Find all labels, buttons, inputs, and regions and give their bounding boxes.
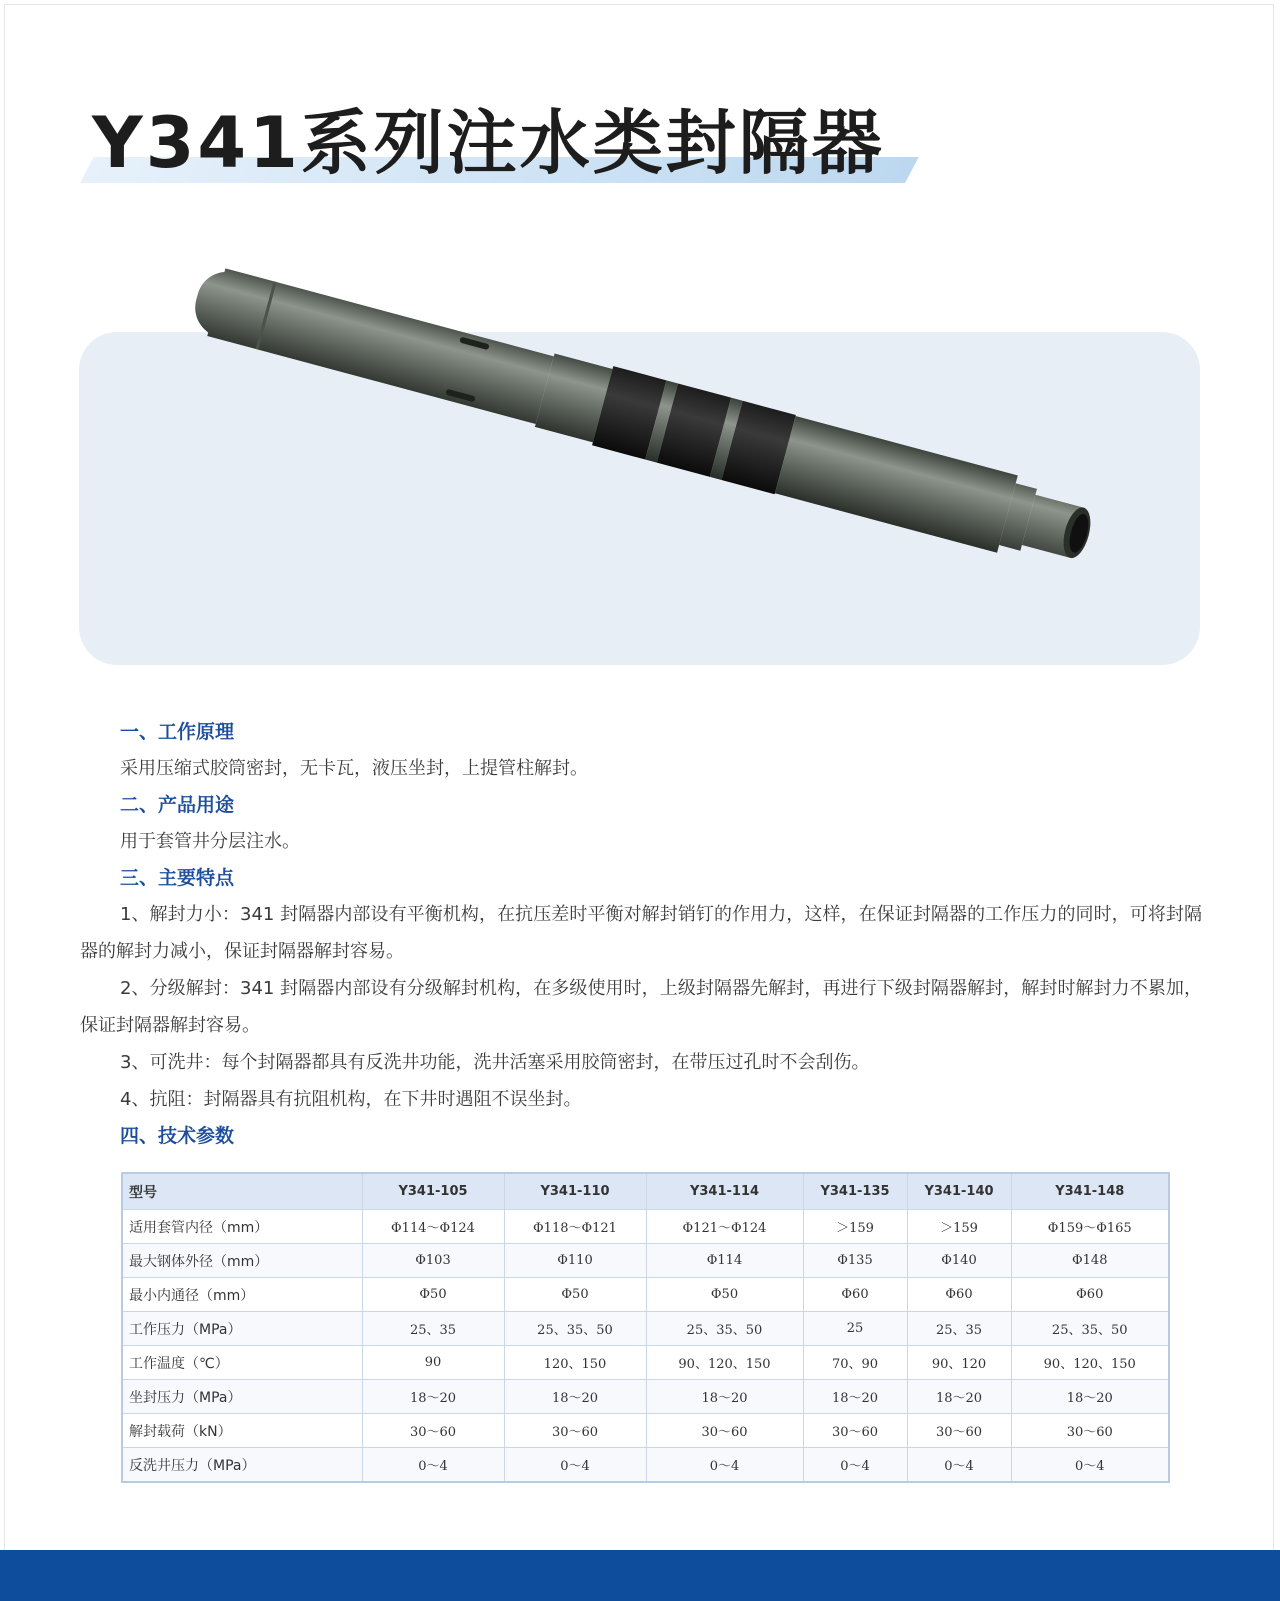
table-header-cell: Y341-140 (907, 1173, 1011, 1210)
table-cell: 18～20 (907, 1380, 1011, 1414)
table-cell: Φ114 (646, 1244, 803, 1278)
table-cell: Φ50 (362, 1278, 504, 1312)
table-cell: Φ60 (803, 1278, 907, 1312)
table-row (122, 1210, 1169, 1244)
table-cell: 0～4 (646, 1448, 803, 1483)
hero-panel (79, 332, 1200, 665)
section-heading-usage: 二、产品用途 (120, 794, 235, 816)
section-heading-specs: 四、技术参数 (120, 1125, 235, 1147)
footer-bar (0, 1550, 1280, 1601)
row-label: 反洗井压力（MPa） (122, 1448, 362, 1483)
content-area (80, 714, 1202, 1154)
table-cell: 25 (803, 1312, 907, 1346)
table-row (122, 1380, 1169, 1414)
table-header-cell: Y341-105 (362, 1173, 504, 1210)
table-cell: 30～60 (803, 1414, 907, 1448)
table-cell: Φ140 (907, 1244, 1011, 1278)
table-cell: 0～4 (362, 1448, 504, 1483)
table-cell: 90、120 (907, 1346, 1011, 1380)
table-cell: 18～20 (803, 1380, 907, 1414)
table-cell: 0～4 (803, 1448, 907, 1483)
table-row (122, 1244, 1169, 1278)
row-label: 工作温度（℃） (122, 1346, 362, 1380)
table-cell: 0～4 (1011, 1448, 1169, 1483)
table-header-cell: Y341-114 (646, 1173, 803, 1210)
table-row (122, 1448, 1169, 1483)
table-cell: Φ110 (504, 1244, 646, 1278)
row-label: 工作压力（MPa） (122, 1312, 362, 1346)
table-cell: 30～60 (646, 1414, 803, 1448)
table-cell: Φ118～Φ121 (504, 1210, 646, 1244)
feature-item-2: 2、分级解封：341 封隔器内部设有分级解封机构，在多级使用时，上级封隔器先解封，再进行下级封隔器解封，解封时解封力不累加，保证封隔器解封容易。 (80, 978, 1202, 1036)
table-cell: 90、120、150 (646, 1346, 803, 1380)
feature-item-1: 1、解封力小：341 封隔器内部设有平衡机构，在抗压差时平衡对解封销钉的作用力，这样，在保证封隔器的工作压力的同时，可将封隔器的解封力减小，保证封隔器解封容易。 (80, 904, 1202, 962)
table-cell: Φ60 (907, 1278, 1011, 1312)
table-cell: 25、35、50 (646, 1312, 803, 1346)
table-cell: Φ50 (504, 1278, 646, 1312)
table-cell: Φ121～Φ124 (646, 1210, 803, 1244)
feature-item-3: 3、可洗井：每个封隔器都具有反洗井功能，洗井活塞采用胶筒密封，在带压过孔时不会刮伤。 (120, 1052, 870, 1073)
spec-table (121, 1172, 1170, 1483)
table-cell: 30～60 (362, 1414, 504, 1448)
table-cell: Φ103 (362, 1244, 504, 1278)
table-cell: 25、35 (362, 1312, 504, 1346)
feature-item-4: 4、抗阻：封隔器具有抗阻机构，在下井时遇阻不误坐封。 (120, 1089, 582, 1110)
table-header-cell: 型号 (122, 1173, 362, 1210)
table-cell: 0～4 (504, 1448, 646, 1483)
table-cell: 30～60 (504, 1414, 646, 1448)
table-cell: Φ148 (1011, 1244, 1169, 1278)
table-header-cell: Y341-135 (803, 1173, 907, 1210)
table-cell: ＞159 (803, 1210, 907, 1244)
table-cell: 30～60 (1011, 1414, 1169, 1448)
row-label: 坐封压力（MPa） (122, 1380, 362, 1414)
table-row (122, 1278, 1169, 1312)
table-cell: 30～60 (907, 1414, 1011, 1448)
table-row (122, 1312, 1169, 1346)
page-title: Y341系列注水类封隔器 (92, 102, 885, 184)
table-cell: 18～20 (504, 1380, 646, 1414)
table-cell: 70、90 (803, 1346, 907, 1380)
table-cell: 120、150 (504, 1346, 646, 1380)
table-cell: 90 (362, 1346, 504, 1380)
table-cell: Φ114～Φ124 (362, 1210, 504, 1244)
table-cell: 18～20 (362, 1380, 504, 1414)
row-label: 解封载荷（kN） (122, 1414, 362, 1448)
row-label: 最大钢体外径（mm） (122, 1244, 362, 1278)
principle-text: 采用压缩式胶筒密封，无卡瓦，液压坐封，上提管柱解封。 (120, 758, 588, 779)
table-row (122, 1414, 1169, 1448)
table-header-cell: Y341-110 (504, 1173, 646, 1210)
table-cell: ＞159 (907, 1210, 1011, 1244)
title-area (80, 95, 910, 195)
table-cell: 25、35 (907, 1312, 1011, 1346)
section-heading-principle: 一、工作原理 (120, 721, 235, 743)
table-cell: Φ135 (803, 1244, 907, 1278)
table-cell: Φ50 (646, 1278, 803, 1312)
table-cell: 18～20 (1011, 1380, 1169, 1414)
table-header-cell: Y341-148 (1011, 1173, 1169, 1210)
table-row (122, 1346, 1169, 1380)
usage-text: 用于套管井分层注水。 (120, 831, 300, 852)
table-cell: Φ60 (1011, 1278, 1169, 1312)
table-header-row (122, 1173, 1169, 1210)
table-cell: Φ159～Φ165 (1011, 1210, 1169, 1244)
row-label: 最小内通径（mm） (122, 1278, 362, 1312)
table-cell: 90、120、150 (1011, 1346, 1169, 1380)
table-cell: 25、35、50 (1011, 1312, 1169, 1346)
table-cell: 18～20 (646, 1380, 803, 1414)
table-cell: 0～4 (907, 1448, 1011, 1483)
row-label: 适用套管内径（mm） (122, 1210, 362, 1244)
table-cell: 25、35、50 (504, 1312, 646, 1346)
section-heading-features: 三、主要特点 (120, 867, 235, 889)
